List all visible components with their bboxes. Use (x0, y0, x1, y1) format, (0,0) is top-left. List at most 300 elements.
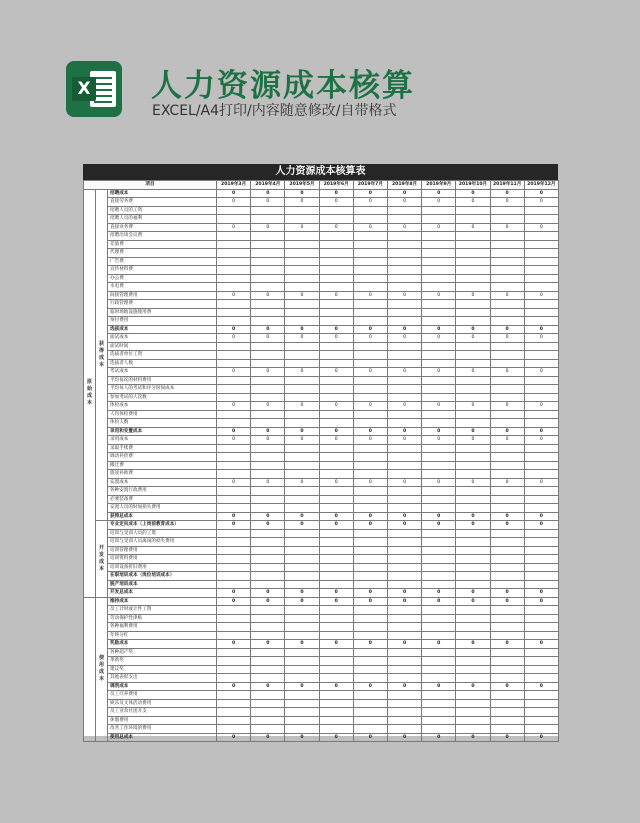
table-row (84, 470, 559, 479)
cost-value-cell: 0 (387, 198, 421, 207)
cost-subgroup-label: 获得成本 (96, 189, 108, 521)
cost-value-cell: 0 (285, 189, 319, 198)
cost-item-label: 各种超产奖 (108, 648, 217, 657)
cost-value-cell (387, 648, 421, 657)
cost-value-cell (456, 606, 490, 615)
cost-value-cell (251, 606, 285, 615)
cost-value-cell (285, 419, 319, 428)
column-header: 2019年5月 (285, 181, 319, 190)
cost-value-cell (422, 563, 456, 572)
cost-value-cell (353, 206, 387, 215)
cost-value-cell (422, 538, 456, 547)
table-row (84, 495, 559, 504)
cost-value-cell (490, 546, 524, 555)
cost-value-cell (387, 376, 421, 385)
table-row (84, 682, 559, 691)
cost-value-cell (387, 614, 421, 623)
cost-item-label: 宣传材料费 (108, 266, 217, 275)
cost-value-cell (422, 623, 456, 632)
cost-value-cell (285, 206, 319, 215)
cost-value-cell (456, 232, 490, 241)
cost-value-cell (319, 351, 353, 360)
cost-value-cell (217, 614, 251, 623)
cost-value-cell (319, 657, 353, 666)
cost-item-label: 获得总成本 (108, 512, 217, 521)
cost-value-cell (319, 240, 353, 249)
table-row (84, 631, 559, 640)
cost-value-cell: 0 (490, 478, 524, 487)
cost-value-cell (217, 232, 251, 241)
cost-value-cell (387, 359, 421, 368)
cost-value-cell (319, 385, 353, 394)
cost-value-cell: 0 (524, 189, 558, 198)
cost-value-cell: 0 (387, 512, 421, 521)
cost-value-cell: 0 (251, 597, 285, 606)
table-row (84, 436, 559, 445)
cost-item-label: 调剂成本 (108, 682, 217, 691)
cost-value-cell: 0 (319, 325, 353, 334)
table-row (84, 504, 559, 513)
cost-value-cell: 0 (490, 589, 524, 598)
cost-value-cell (524, 699, 558, 708)
cost-value-cell (319, 453, 353, 462)
cost-value-cell: 0 (456, 640, 490, 649)
cost-value-cell (524, 249, 558, 258)
cost-value-cell (353, 708, 387, 717)
cost-value-cell (422, 555, 456, 564)
cost-value-cell (422, 393, 456, 402)
cost-value-cell (285, 342, 319, 351)
cost-item-label: 休假费用 (108, 716, 217, 725)
cost-value-cell (456, 249, 490, 258)
cost-item-label: 体检人数 (108, 419, 217, 428)
table-row (84, 359, 559, 368)
cost-group-label: 原始成本 (84, 189, 96, 597)
cost-value-cell (387, 453, 421, 462)
cost-value-cell (319, 410, 353, 419)
cost-value-cell (353, 283, 387, 292)
cost-value-cell (251, 283, 285, 292)
cost-value-cell: 0 (387, 334, 421, 343)
cost-value-cell: 0 (285, 427, 319, 436)
cost-value-cell (456, 215, 490, 224)
cost-value-cell (422, 317, 456, 326)
cost-value-cell (285, 393, 319, 402)
cost-item-label: 代理费 (108, 249, 217, 258)
cost-value-cell (285, 410, 319, 419)
cost-item-label: 平均每次的材料费用 (108, 376, 217, 385)
cost-value-cell: 0 (217, 589, 251, 598)
cost-value-cell: 0 (387, 733, 421, 742)
table-row (84, 733, 559, 742)
excel-logo-icon (66, 61, 122, 117)
cost-value-cell: 0 (353, 334, 387, 343)
cost-value-cell: 0 (353, 589, 387, 598)
cost-value-cell: 0 (456, 427, 490, 436)
cost-value-cell (490, 665, 524, 674)
cost-value-cell (524, 283, 558, 292)
cost-value-cell: 0 (422, 223, 456, 232)
cost-value-cell (422, 487, 456, 496)
column-header: 2019年11月 (490, 181, 524, 190)
cost-value-cell (319, 376, 353, 385)
cost-value-cell (422, 699, 456, 708)
cost-value-cell: 0 (285, 436, 319, 445)
cost-item-label: 招聘人员的工资 (108, 206, 217, 215)
cost-value-cell (319, 487, 353, 496)
cost-value-cell: 0 (285, 682, 319, 691)
cost-value-cell (217, 240, 251, 249)
cost-value-cell: 0 (490, 640, 524, 649)
cost-value-cell (285, 487, 319, 496)
table-row (84, 708, 559, 717)
cost-value-cell: 0 (456, 597, 490, 606)
cost-value-cell: 0 (524, 589, 558, 598)
cost-value-cell (285, 444, 319, 453)
cost-item-label: 培训设备折旧费用 (108, 563, 217, 572)
table-row (84, 597, 559, 606)
cost-value-cell: 0 (422, 427, 456, 436)
cost-value-cell (524, 725, 558, 734)
cost-value-cell (251, 317, 285, 326)
cost-value-cell: 0 (387, 589, 421, 598)
cost-value-cell: 0 (422, 478, 456, 487)
cost-value-cell (524, 648, 558, 657)
cost-item-label: 安置成本 (108, 478, 217, 487)
cost-value-cell (217, 504, 251, 513)
cost-value-cell: 0 (353, 291, 387, 300)
cost-value-cell (387, 410, 421, 419)
cost-value-cell (319, 538, 353, 547)
cost-value-cell (387, 563, 421, 572)
cost-value-cell (319, 461, 353, 470)
cost-item-label: 招聘人员的福利 (108, 215, 217, 224)
cost-value-cell: 0 (353, 682, 387, 691)
cost-value-cell (456, 274, 490, 283)
table-row (84, 249, 559, 258)
cost-item-label: 培训资料费用 (108, 555, 217, 564)
cost-value-cell (285, 657, 319, 666)
cost-value-cell (353, 317, 387, 326)
table-row (84, 606, 559, 615)
cost-value-cell (490, 470, 524, 479)
cost-value-cell (490, 419, 524, 428)
cost-value-cell (490, 359, 524, 368)
cost-value-cell (353, 300, 387, 309)
cost-value-cell (353, 266, 387, 275)
cost-value-cell: 0 (387, 597, 421, 606)
cost-value-cell: 0 (353, 640, 387, 649)
cost-value-cell (217, 657, 251, 666)
table-row (84, 555, 559, 564)
cost-value-cell (387, 274, 421, 283)
cost-value-cell: 0 (387, 427, 421, 436)
cost-value-cell (524, 504, 558, 513)
table-row (84, 453, 559, 462)
cost-value-cell (251, 376, 285, 385)
cost-value-cell (387, 385, 421, 394)
cost-value-cell (422, 376, 456, 385)
table-row (84, 487, 559, 496)
cost-value-cell: 0 (387, 402, 421, 411)
cost-value-cell (251, 623, 285, 632)
cost-value-cell: 0 (319, 478, 353, 487)
cost-value-cell (217, 453, 251, 462)
cost-value-cell (524, 257, 558, 266)
cost-value-cell (285, 359, 319, 368)
cost-value-cell (319, 614, 353, 623)
cost-subgroup-label: 使用成本 (96, 597, 108, 742)
cost-value-cell (456, 631, 490, 640)
cost-value-cell (387, 300, 421, 309)
cost-value-cell (490, 725, 524, 734)
cost-value-cell (285, 351, 319, 360)
cost-value-cell: 0 (217, 334, 251, 343)
cost-value-cell (217, 572, 251, 581)
cost-value-cell (285, 580, 319, 589)
cost-value-cell (319, 419, 353, 428)
table-row (84, 215, 559, 224)
cost-value-cell (251, 487, 285, 496)
cost-value-cell (490, 215, 524, 224)
cost-value-cell (524, 623, 558, 632)
cost-value-cell (490, 257, 524, 266)
cost-value-cell: 0 (490, 189, 524, 198)
cost-value-cell: 0 (217, 368, 251, 377)
cost-item-label: 考试成本 (108, 368, 217, 377)
cost-value-cell (387, 504, 421, 513)
cost-value-cell (387, 623, 421, 632)
cost-value-cell: 0 (217, 427, 251, 436)
table-row (84, 699, 559, 708)
cost-value-cell (217, 385, 251, 394)
cost-value-cell (285, 631, 319, 640)
table-row (84, 589, 559, 598)
table-row (84, 665, 559, 674)
cost-value-cell (490, 283, 524, 292)
cost-value-cell (285, 699, 319, 708)
cost-value-cell (319, 648, 353, 657)
table-row (84, 325, 559, 334)
cost-value-cell (422, 232, 456, 241)
cost-value-cell (387, 317, 421, 326)
cost-value-cell: 0 (319, 368, 353, 377)
cost-value-cell: 0 (217, 640, 251, 649)
cost-item-label: 直接业务费 (108, 223, 217, 232)
cost-value-cell (456, 691, 490, 700)
cost-value-cell (251, 495, 285, 504)
table-row (84, 657, 559, 666)
cost-value-cell: 0 (285, 325, 319, 334)
cost-value-cell (353, 308, 387, 317)
cost-value-cell: 0 (285, 640, 319, 649)
cost-value-cell (353, 648, 387, 657)
cost-value-cell (319, 444, 353, 453)
cost-value-cell: 0 (387, 436, 421, 445)
cost-value-cell: 0 (456, 198, 490, 207)
cost-value-cell (524, 529, 558, 538)
cost-item-label: 改善工作环境的费用 (108, 725, 217, 734)
cost-value-cell: 0 (387, 325, 421, 334)
cost-value-cell (353, 631, 387, 640)
cost-value-cell: 0 (524, 597, 558, 606)
cost-value-cell (353, 657, 387, 666)
cost-value-cell (387, 283, 421, 292)
cost-value-cell (387, 665, 421, 674)
cost-value-cell (490, 716, 524, 725)
table-row (84, 240, 559, 249)
cost-value-cell: 0 (490, 368, 524, 377)
cost-value-cell: 0 (490, 512, 524, 521)
cost-value-cell (490, 614, 524, 623)
cost-item-label: 预付费用 (108, 317, 217, 326)
cost-value-cell (422, 546, 456, 555)
cost-value-cell (387, 691, 421, 700)
cost-value-cell: 0 (217, 325, 251, 334)
table-row (84, 206, 559, 215)
cost-value-cell (251, 555, 285, 564)
cost-value-cell: 0 (319, 589, 353, 598)
cost-value-cell (456, 240, 490, 249)
cost-value-cell (490, 317, 524, 326)
cost-item-label: 旅途补助费 (108, 470, 217, 479)
cost-value-cell (353, 504, 387, 513)
cost-value-cell (353, 623, 387, 632)
cost-value-cell: 0 (217, 402, 251, 411)
cost-value-cell (456, 317, 490, 326)
table-row (84, 640, 559, 649)
cost-value-cell: 0 (319, 597, 353, 606)
cost-value-cell (524, 351, 558, 360)
cost-value-cell: 0 (353, 436, 387, 445)
column-header: 2019年10月 (456, 181, 490, 190)
cost-value-cell (285, 563, 319, 572)
table-row (84, 223, 559, 232)
cost-value-cell (251, 359, 285, 368)
table-row (84, 419, 559, 428)
cost-value-cell: 0 (285, 291, 319, 300)
table-row (84, 427, 559, 436)
cost-value-cell (524, 665, 558, 674)
cost-value-cell (285, 249, 319, 258)
cost-value-cell (456, 657, 490, 666)
cost-value-cell (456, 283, 490, 292)
column-header: 项目 (84, 181, 217, 190)
cost-value-cell: 0 (422, 597, 456, 606)
cost-value-cell (490, 529, 524, 538)
table-row (84, 691, 559, 700)
cost-value-cell: 0 (217, 521, 251, 530)
cost-value-cell: 0 (422, 521, 456, 530)
cost-value-cell (217, 546, 251, 555)
cost-value-cell (524, 580, 558, 589)
cost-value-cell (353, 410, 387, 419)
cost-value-cell: 0 (217, 436, 251, 445)
cost-value-cell (387, 487, 421, 496)
cost-item-label: 娱乐及文体活动费用 (108, 699, 217, 708)
cost-value-cell: 0 (319, 427, 353, 436)
cost-value-cell (285, 215, 319, 224)
cost-value-cell (387, 631, 421, 640)
cost-item-label: 脱产培训成本 (108, 580, 217, 589)
cost-value-cell (490, 240, 524, 249)
cost-value-cell (353, 580, 387, 589)
cost-value-cell: 0 (387, 682, 421, 691)
cost-item-label: 在职培训成本（岗位培训成本） (108, 572, 217, 581)
page-subtitle: EXCEL/A4打印/内容随意修改/自带格式 (152, 103, 397, 119)
cost-value-cell (456, 470, 490, 479)
cost-value-cell (285, 461, 319, 470)
cost-value-cell (285, 308, 319, 317)
cost-value-cell (217, 699, 251, 708)
cost-value-cell (285, 283, 319, 292)
cost-value-cell (353, 725, 387, 734)
cost-value-cell (456, 419, 490, 428)
cost-value-cell (387, 708, 421, 717)
cost-value-cell (217, 691, 251, 700)
cost-value-cell (319, 495, 353, 504)
table-row (84, 376, 559, 385)
cost-value-cell (524, 266, 558, 275)
cost-value-cell (217, 215, 251, 224)
cost-value-cell (456, 538, 490, 547)
cost-value-cell: 0 (456, 436, 490, 445)
cost-value-cell (251, 504, 285, 513)
table-row (84, 538, 559, 547)
cost-value-cell (524, 317, 558, 326)
cost-value-cell (490, 657, 524, 666)
cost-value-cell (353, 274, 387, 283)
table-row (84, 444, 559, 453)
cost-value-cell (456, 555, 490, 564)
cost-value-cell (285, 691, 319, 700)
table-row (84, 674, 559, 683)
cost-value-cell: 0 (251, 478, 285, 487)
table-row (84, 300, 559, 309)
cost-value-cell (319, 606, 353, 615)
cost-value-cell (422, 716, 456, 725)
cost-value-cell (251, 648, 285, 657)
cost-value-cell (456, 487, 490, 496)
table-row (84, 512, 559, 521)
cost-value-cell (217, 274, 251, 283)
header (0, 0, 640, 150)
cost-value-cell (456, 376, 490, 385)
cost-value-cell: 0 (422, 198, 456, 207)
cost-value-cell: 0 (217, 597, 251, 606)
cost-value-cell (456, 461, 490, 470)
cost-value-cell (251, 665, 285, 674)
cost-table (83, 180, 559, 742)
sheet-title: 人力资源成本核算表 (83, 164, 558, 180)
cost-value-cell (422, 614, 456, 623)
cost-value-cell (285, 232, 319, 241)
cost-value-cell (524, 376, 558, 385)
cost-value-cell (387, 580, 421, 589)
cost-value-cell (387, 716, 421, 725)
cost-value-cell: 0 (422, 436, 456, 445)
cost-value-cell (285, 614, 319, 623)
cost-value-cell (251, 461, 285, 470)
cost-value-cell (285, 725, 319, 734)
cost-value-cell (319, 274, 353, 283)
cost-value-cell (217, 419, 251, 428)
cost-value-cell: 0 (524, 682, 558, 691)
cost-item-label: 录取手续费 (108, 444, 217, 453)
cost-value-cell (387, 393, 421, 402)
cost-value-cell (490, 504, 524, 513)
cost-value-cell: 0 (524, 223, 558, 232)
